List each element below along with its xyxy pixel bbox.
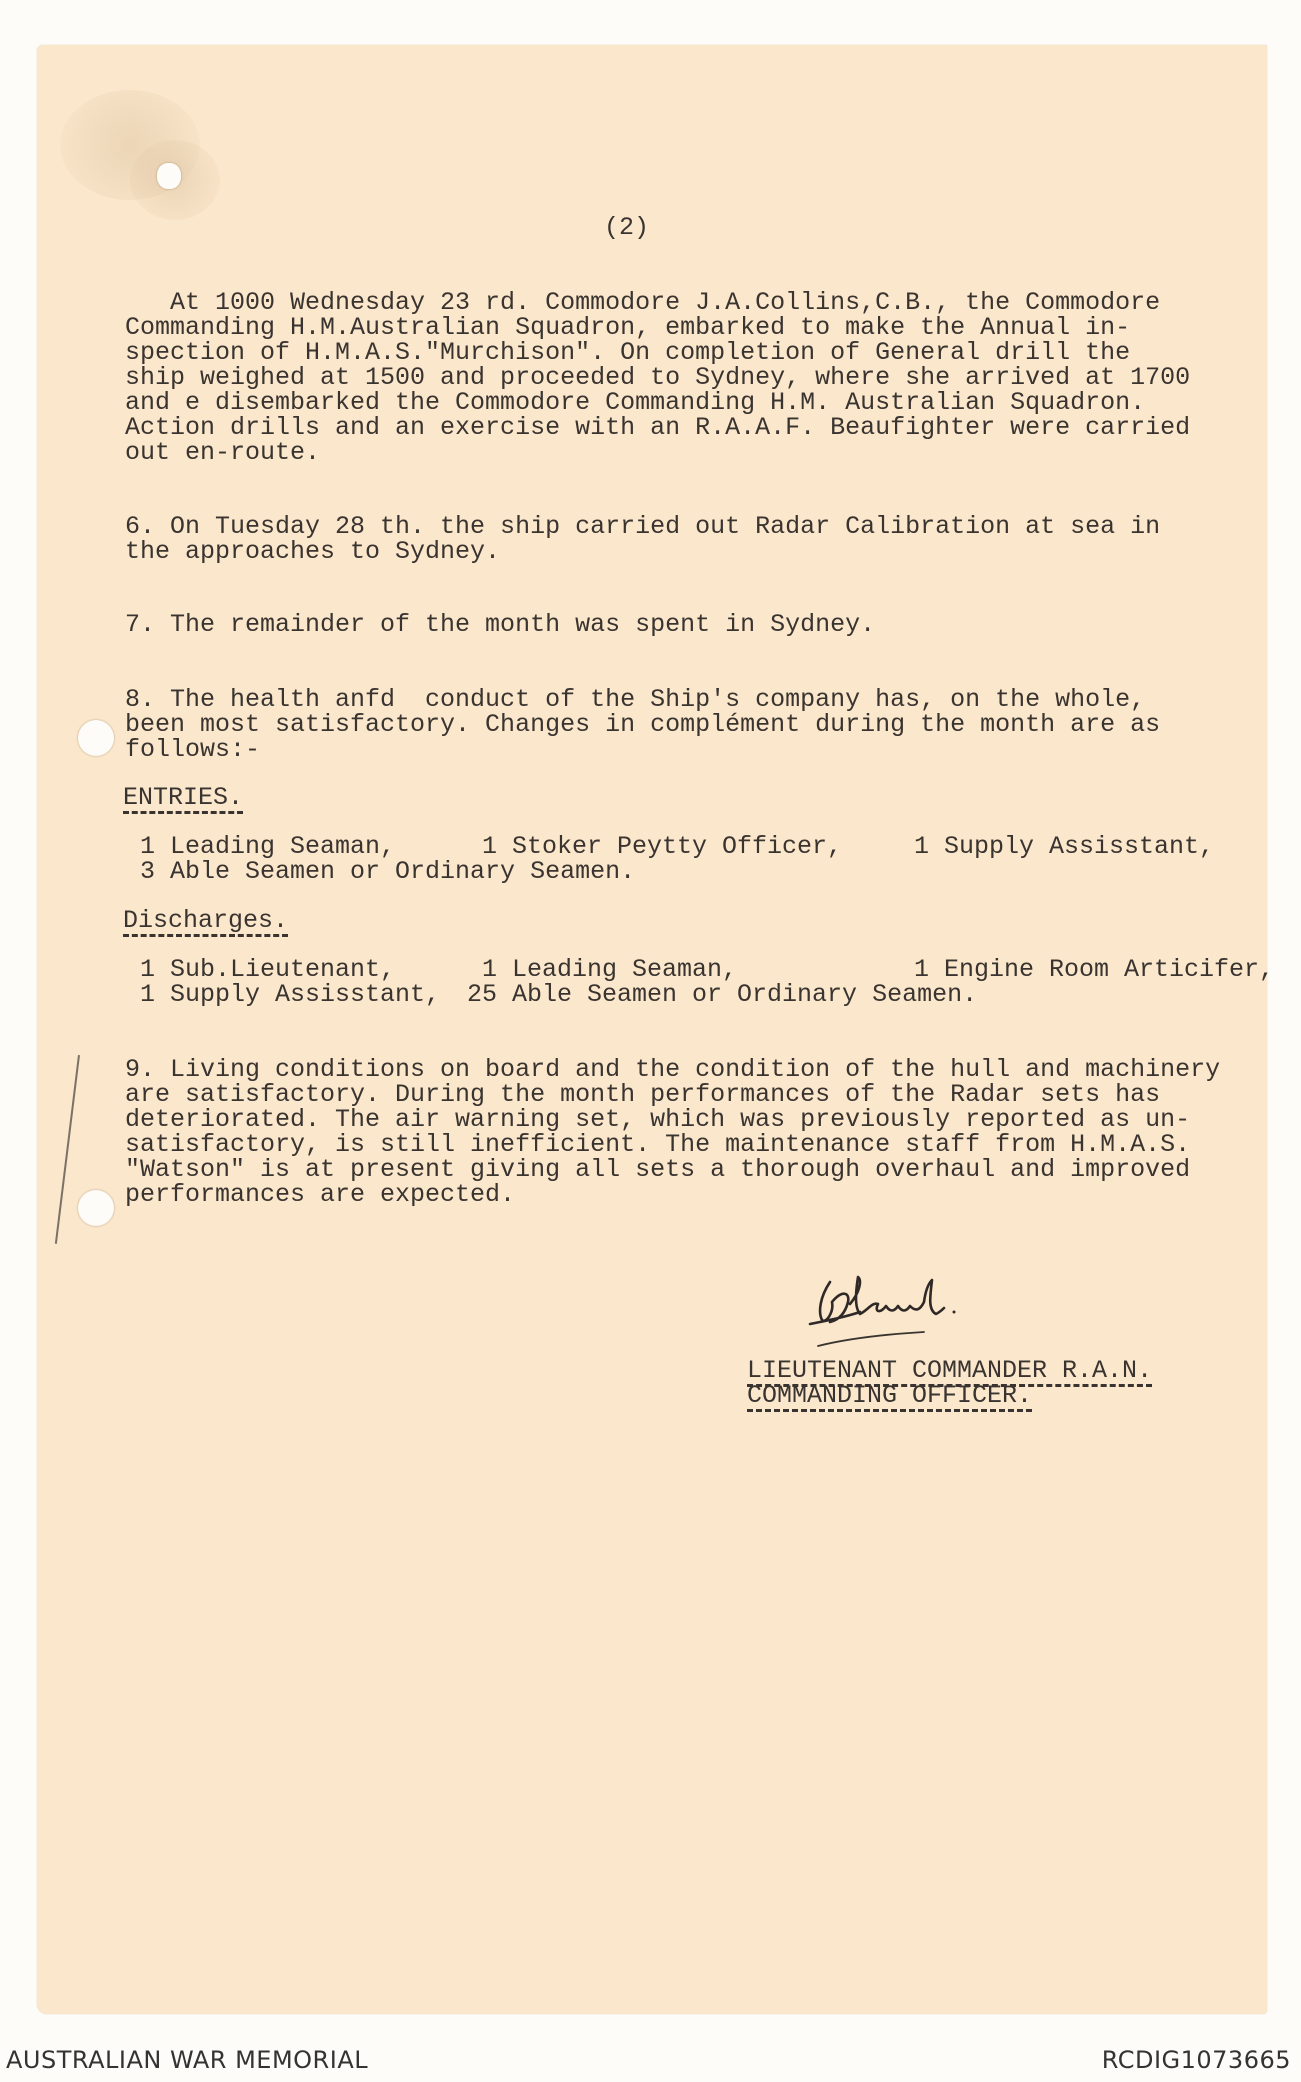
- entry-item: 1 Leading Seaman,: [140, 832, 396, 861]
- signatory-role: COMMANDING OFFICER.: [747, 1381, 1033, 1410]
- punch-hole-top: [157, 163, 181, 189]
- handwritten-signature: [790, 1262, 990, 1357]
- paragraph-5: At 1000 Wednesday 23 rd. Commodore J.A.Collins,C.B., the Commodore Commanding H.M.Australian Squadron, embarked to make the Annual in- spection of H.M.A.S."Murchison". On completion of General drill the ship weighed at 1500 and proceeded to Sydney, where she arrived at 1700 and e disembarked the Commodore Commanding H.M. Australian Squadron. Action drills and an exercise with an R.A.A.F. Beaufighter were carried out en-route.: [125, 288, 1191, 467]
- footer-catalogue-id: RCDIG1073665: [1101, 2046, 1291, 2074]
- paragraph-9: 9. Living conditions on board and the condition of the hull and machinery are satisfactory. During the month performances of the Radar sets has deteriorated. The air warning set, which was previously reported as un- satisfactory, is still inefficient. The maintenance staff from H.M.A.S. "Watson" is at present giving all sets a thorough overhaul and improved performances are expected.: [125, 1055, 1221, 1209]
- paragraph-8: 8. The health anfd conduct of the Ship's company has, on the whole, been most satisfactory. Changes in complément during the month are as follows:-: [125, 685, 1161, 764]
- entry-item: 3 Able Seamen or Ordinary Seamen.: [140, 857, 636, 886]
- footer-institution: AUSTRALIAN WAR MEMORIAL: [6, 2046, 369, 2074]
- entries-heading: ENTRIES.: [123, 783, 244, 812]
- entry-item: 1 Supply Assisstant,: [914, 832, 1215, 861]
- punch-hole-lower: [78, 1190, 114, 1226]
- discharge-item: 1 Engine Room Articifer,: [914, 955, 1275, 984]
- signature-scrawl-icon: [790, 1262, 990, 1352]
- discharge-item: 1 Supply Assisstant,: [140, 980, 441, 1009]
- page-number: (2): [604, 213, 650, 242]
- punch-hole-middle: [78, 720, 114, 756]
- discharge-item: 25 Able Seamen or Ordinary Seamen.: [467, 980, 978, 1009]
- paragraph-6: 6. On Tuesday 28 th. the ship carried out Radar Calibration at sea in the approaches to Sydney.: [125, 512, 1161, 566]
- signatory-rank: LIEUTENANT COMMANDER R.A.N.: [747, 1356, 1153, 1385]
- discharge-item: 1 Leading Seaman,: [482, 955, 738, 984]
- entry-item: 1 Stoker Peytty Officer,: [482, 832, 843, 861]
- discharge-item: 1 Sub.Lieutenant,: [140, 955, 396, 984]
- paragraph-7: 7. The remainder of the month was spent in Sydney.: [125, 610, 876, 639]
- discharges-heading: Discharges.: [123, 906, 289, 935]
